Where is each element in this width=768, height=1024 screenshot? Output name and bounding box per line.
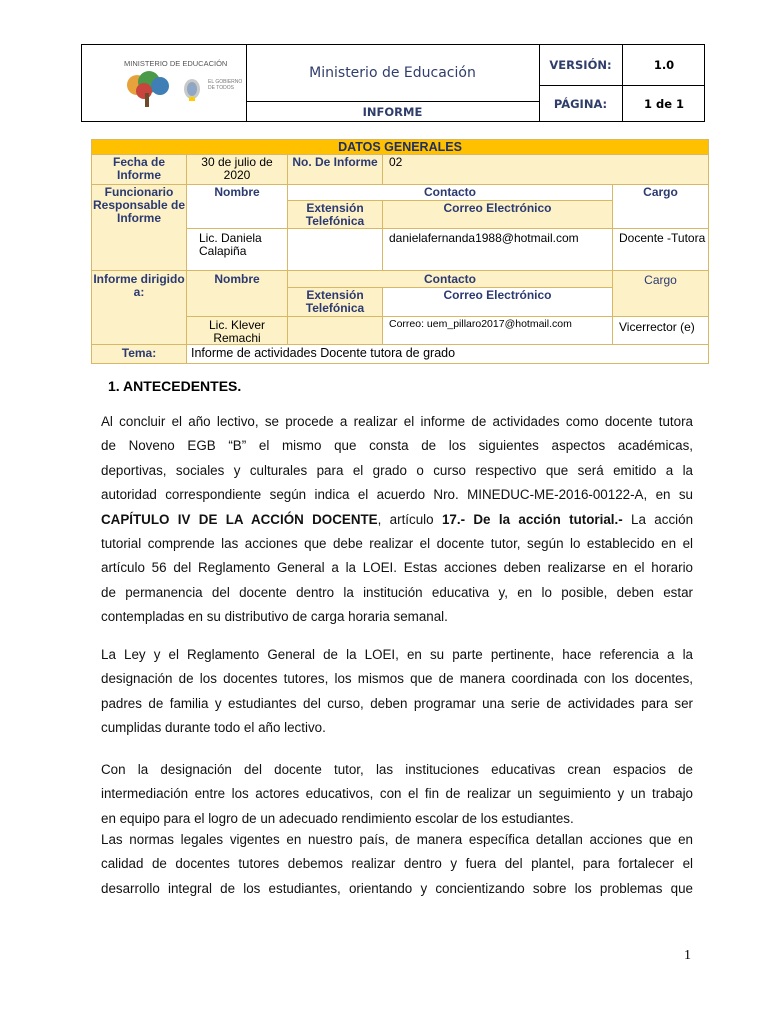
paragraph-line: intermediación entre los actores educativos, con el fin de realizar un seguimiento y un trabajo	[101, 786, 693, 802]
paragraph-line: padres de familia y estudiantes del curso, deben programar una serie de actividades para ser	[101, 695, 693, 711]
paragraph-line: de permanencia del docente dentro la institución educativa y, en lo posible, deben estar	[101, 584, 693, 600]
dirigido-label: Informe dirigido a:	[92, 271, 187, 345]
dirigido-nombre: Lic. Klever Remachi	[187, 317, 288, 345]
paragraph-line: autoridad correspondiente según indica el acuerdo Nro. MINEDUC-ME-2016-00122-A, en su	[101, 487, 693, 503]
dirigido-cargo: Vicerrector (e)	[613, 317, 709, 345]
paragraph-line-mixed: CAPÍTULO IV DE LA ACCIÓN DOCENTE, artículo 17.- De la acción tutorial.- La acción	[101, 511, 694, 527]
paragraph-2	[101, 643, 693, 741]
cargo-header-2: Cargo	[613, 271, 709, 317]
contacto-header: Contacto	[288, 185, 613, 201]
paragraph-line: cumplidas durante todo el año lectivo.	[101, 720, 326, 736]
paragraph-line: desarrollo integral de los estudiantes, orientando y concientizando sobre los problemas que	[101, 880, 693, 896]
paragraph-line: Las normas legales vigentes en nuestro país, de manera específica detallan acciones que en	[101, 832, 693, 847]
dirigido-correo: Correo: uem_pillaro2017@hotmail.com	[383, 317, 613, 345]
version-value: 1.0	[653, 58, 675, 72]
paragraph-line: designación de los docentes tutores, los mismos que de manera coordinada con los docentes,	[101, 671, 693, 687]
paragraph-3	[101, 758, 693, 831]
document-type: INFORME	[362, 105, 423, 119]
paragraph-line: en equipo para el logro de un adecuado rendimiento escolar de los estudiantes.	[101, 810, 574, 826]
paragraph-line: Al concluir el año lectivo, se procede a realizar el informe de actividades como docente tutora	[101, 414, 693, 429]
extension-header: Extensión Telefónica	[288, 201, 383, 229]
dirigido-extension	[288, 317, 383, 345]
paragraph-line: contempladas en su distributivo de carga horaria semanal.	[101, 609, 448, 625]
funcionario-cargo: Docente -Tutora	[613, 229, 709, 271]
ecuador-coat-of-arms-icon	[180, 75, 204, 103]
paragraph-line: calidad de docentes tutores debemos realizar dentro y fuera del plantel, para fortalecer el	[101, 856, 693, 872]
funcionario-label: Funcionario Responsable de Informe	[92, 185, 187, 271]
document-header	[81, 44, 705, 122]
paragraph-line: tutorial comprende las acciones que debe realizar el docente tutor, según lo establecido en el	[101, 536, 693, 552]
logo-subtext: EL GOBIERNO DE TODOS	[208, 79, 243, 91]
version-label: VERSIÓN:	[549, 58, 612, 72]
page-label: PÁGINA:	[553, 97, 608, 111]
paragraph-line: Con la designación del docente tutor, las instituciones educativas crean espacios de	[101, 762, 693, 777]
funcionario-nombre: Lic. Daniela Calapiña	[187, 229, 288, 271]
nombre-header: Nombre	[187, 185, 288, 229]
nombre-header-2: Nombre	[187, 271, 288, 317]
correo-header: Correo Electrónico	[383, 201, 613, 229]
paragraph-line: de Noveno EGB “B” el mismo que consta de los siguientes aspectos académicas,	[101, 438, 693, 454]
cargo-header: Cargo	[613, 185, 709, 229]
paragraph-line: artículo 56 del Reglamento General a la LOEI. Estas acciones deben realizarse en el horario	[101, 560, 693, 576]
chapter-reference: CAPÍTULO IV DE LA ACCIÓN DOCENTE	[101, 511, 378, 527]
extension-header-2: Extensión Telefónica	[288, 288, 383, 317]
datos-generales-table	[91, 139, 709, 364]
paragraph-line: La Ley y el Reglamento General de la LOEI, en su parte pertinente, hace referencia a la	[101, 647, 693, 662]
paragraph-1	[101, 410, 693, 630]
paragraph-line: deportivas, sociales y culturales para el grado o curso respectivo que será emitido a la	[101, 462, 693, 478]
fecha-label: Fecha de Informe	[92, 155, 187, 185]
logo-text: MINISTERIO DE EDUCACIÓN	[124, 59, 228, 68]
tree-logo-icon	[122, 71, 172, 111]
section-heading: 1. ANTECEDENTES.	[108, 378, 242, 394]
paragraph-4	[101, 828, 693, 901]
funcionario-extension	[288, 229, 383, 271]
numero-label: No. De Informe	[288, 155, 383, 185]
tema-label: Tema:	[92, 345, 187, 364]
fecha-value: 30 de julio de 2020	[187, 155, 288, 185]
article-reference: 17.- De la acción tutorial.-	[441, 511, 623, 527]
tema-value: Informe de actividades Docente tutora de grado	[187, 345, 709, 364]
correo-header-2: Correo Electrónico	[383, 288, 613, 317]
table-title: DATOS GENERALES	[92, 140, 709, 155]
page-number: 1	[684, 948, 691, 963]
page-value: 1 de 1	[643, 97, 685, 111]
ministry-logo	[122, 57, 252, 113]
contacto-header-2: Contacto	[288, 271, 613, 288]
numero-value: 02	[383, 155, 709, 185]
ministry-title: Ministerio de Educación	[309, 65, 476, 81]
funcionario-correo: danielafernanda1988@hotmail.com	[383, 229, 613, 271]
